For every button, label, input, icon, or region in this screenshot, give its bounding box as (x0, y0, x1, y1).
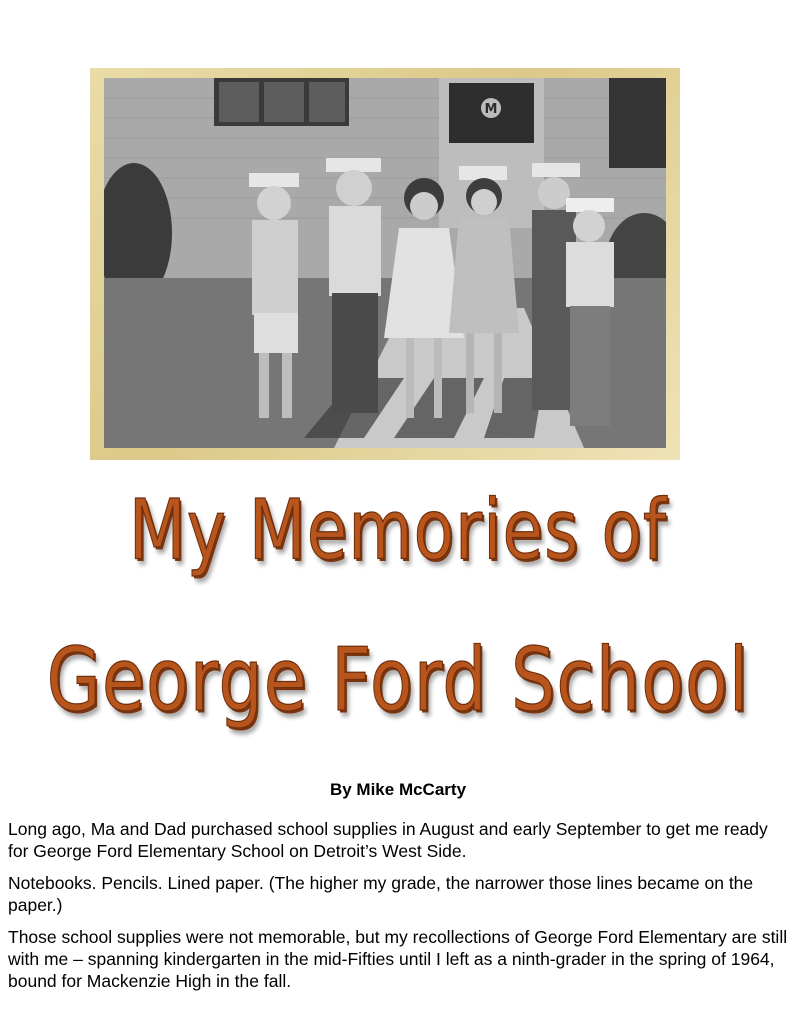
children-photo-illustration (104, 78, 666, 448)
article-body (8, 818, 788, 1002)
vintage-class-photo (104, 78, 666, 448)
byline: By Mike McCarty (329, 780, 467, 799)
photo-frame (90, 68, 680, 460)
paragraph: Those school supplies were not memorable, but my recollections of George Ford Elementary are still with me – spanning kindergarten in the mid-Fifties until I left as a ninth-grader in the spring of 1964, bound for Mackenzie High in the fall. (8, 927, 788, 991)
title-line-2: George Ford School (46, 628, 750, 732)
paragraph: Notebooks. Pencils. Lined paper. (The higher my grade, the narrower those lines became on the paper.) (8, 873, 754, 915)
door-emblem: M (484, 102, 498, 117)
title-line-1: My Memories of (128, 482, 668, 579)
paragraph: Long ago, Ma and Dad purchased school supplies in August and early September to get me ready for George Ford Elementary School on Detroit’s West Side. (8, 819, 768, 861)
